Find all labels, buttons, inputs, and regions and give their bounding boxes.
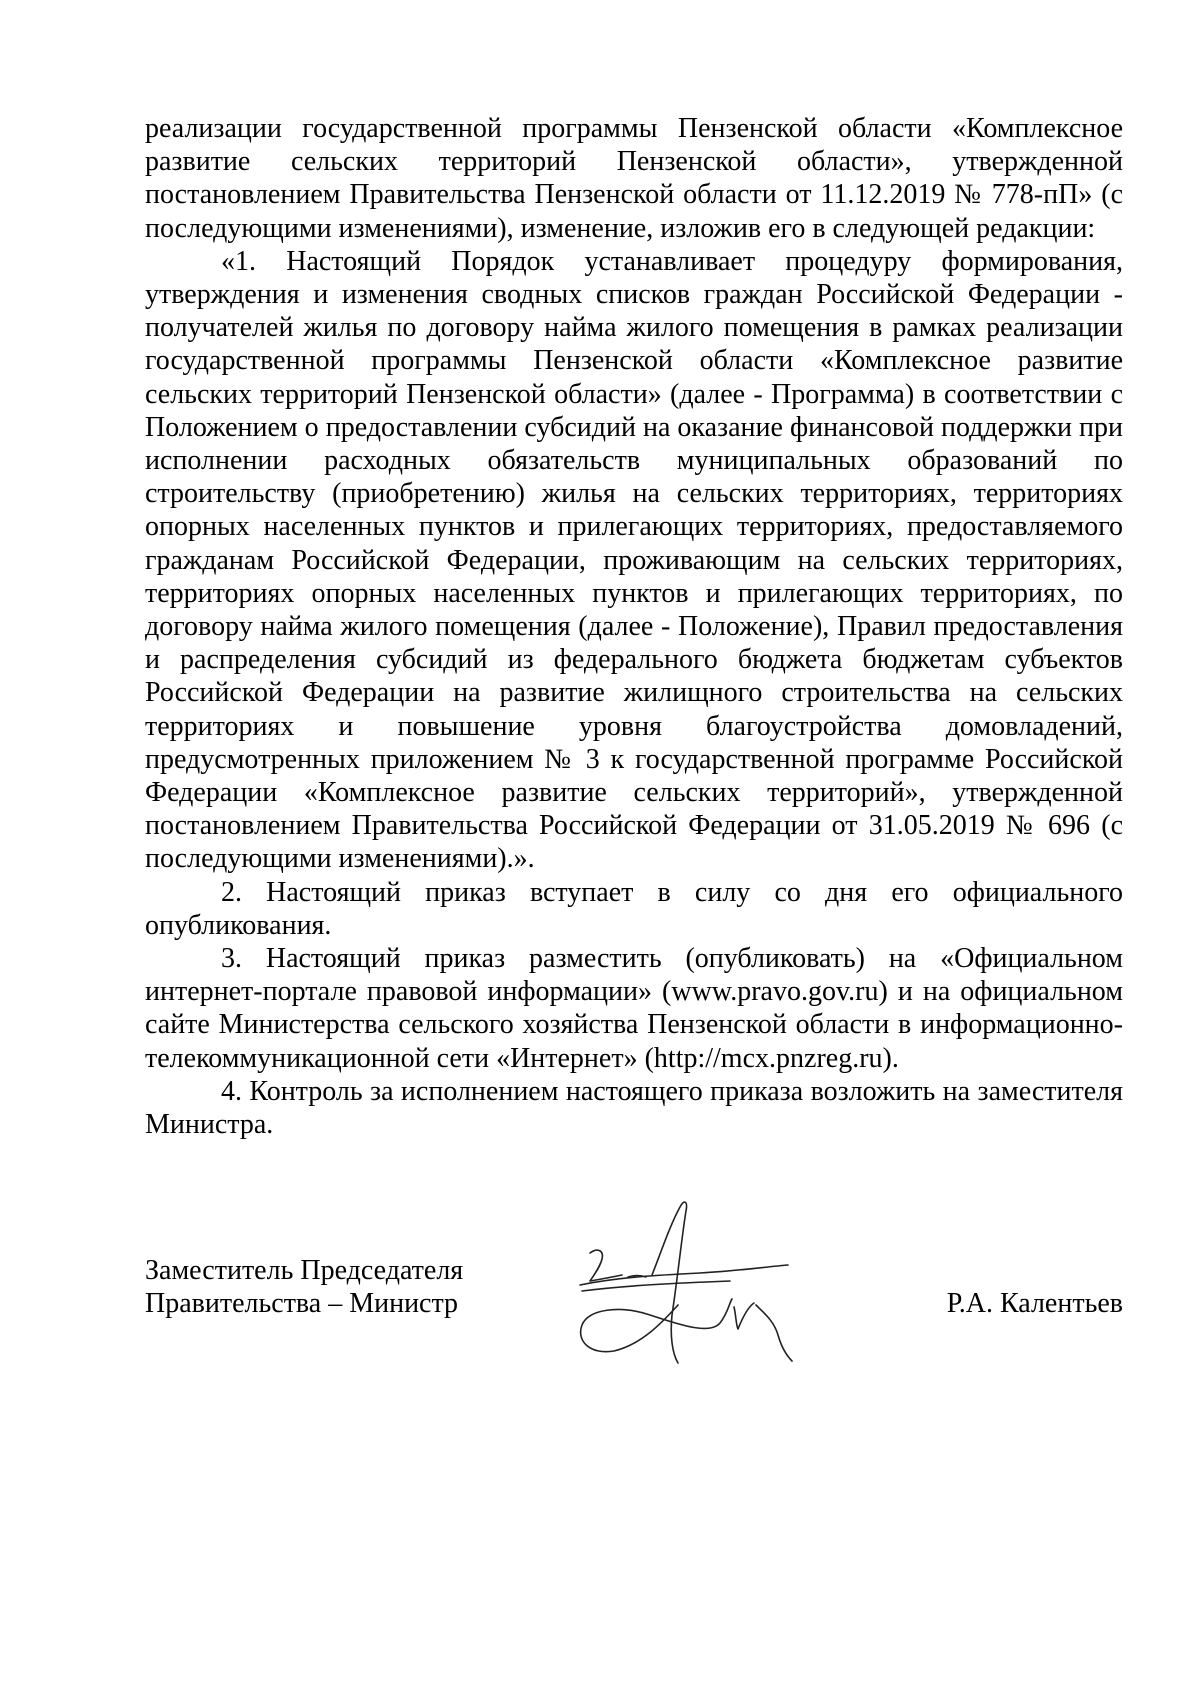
paragraph-2: 2. Настоящий приказ вступает в силу со дня его официального опубликования.	[145, 876, 1123, 941]
paragraph-3: 3. Настоящий приказ разместить (опубликовать) на «Официальном интернет-портале правовой информации» (www.pravo.gov.ru) и на официальном сайте Министерства сельского хозяйства Пензенской области в информационно-телекоммуникационной сети «Интернет» (http://mcx.pnzreg.ru).	[145, 943, 1123, 1074]
signatory-title	[145, 1254, 463, 1320]
handwritten-signature	[560, 1195, 840, 1370]
paragraph-1: «1. Настоящий Порядок устанавливает процедуру формирования, утверждения и изменения сводных списков граждан Российской Федерации - получателей жилья по договору найма жилого помещения в рамках реализации государственной программы Пензенской области «Комплексное развитие сельских территорий Пензенской области» (далее - Программа) в соответствии с Положением о предоставлении субсидий на оказание финансовой поддержки при исполнении расходных обязательств муниципальных образований по строительству (приобретению) жилья на сельских территориях, территориях опорных населенных пунктов и прилегающих территориях, предоставляемого гражданам Российской Федерации, проживающим на сельских территориях, территориях опорных населенных пунктов и прилегающих территориях, по договору найма жилого помещения (далее - Положение), Правил предоставления и распределения субсидий из федерального бюджета бюджетам субъектов Российской Федерации на развитие жилищного строительства на сельских территориях и повышение уровня благоустройства домовладений, предусмотренных приложением № 3 к государственной программе Российской Федерации «Комплексное развитие сельских территорий», утвержденной постановлением Правительства Российской Федерации от 31.05.2019 № 696 (с последующими изменениями).».	[145, 245, 1123, 875]
signatory-title-line2: Правительства – Министр	[145, 1288, 459, 1319]
document-body	[145, 112, 1123, 1141]
signatory-name: Р.А. Калентьев	[946, 1288, 1123, 1319]
paragraph-4: 4. Контроль за исполнением настоящего приказа возложить на заместителя Министра.	[145, 1075, 1123, 1141]
paragraph-intro: реализации государственной программы Пензенской области «Комплексное развитие сельских территорий Пензенской области», утвержденной постановлением Правительства Пензенской области от 11.12.2019 № 778-пП» (с последующими изменениями), изменение, изложив его в следующей редакции:	[145, 113, 1123, 244]
signatory-title-line1: Заместитель Председателя	[145, 1255, 464, 1286]
